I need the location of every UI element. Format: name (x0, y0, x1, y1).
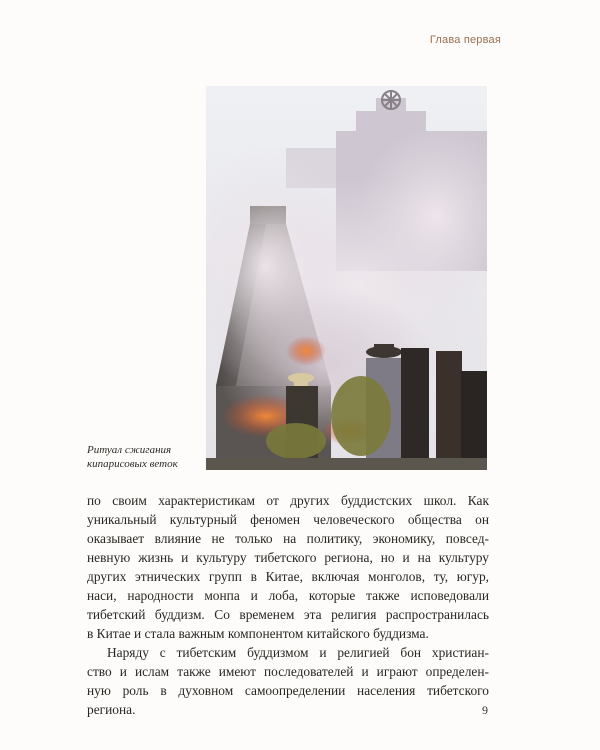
dharma-wheel-icon (381, 90, 401, 110)
photo-illustration (206, 86, 487, 470)
text-line: по своим характеристикам от других буддистских школ. Как (87, 493, 489, 508)
text-line: тибетский буддизм. Со временем эта религия распространилась (87, 607, 489, 622)
text-line: невную жизнь и культуру тибетского региона, но и на культуру (87, 550, 489, 565)
photo-caption (87, 443, 202, 471)
text-line: региона. (87, 702, 136, 717)
text-line: ство и ислам также имеют последователей и играют определен- (87, 664, 489, 679)
text-line: ную роль в духовном самоопределении населения тибетского (87, 683, 489, 698)
page-number: 9 (482, 703, 488, 717)
text-line: уникальный культурный феномен человеческого общества он (87, 512, 489, 527)
text-line: других этнических групп в Китае, включая монголов, ту, югур, (87, 569, 489, 584)
caption-line: кипарисовых веток (87, 458, 178, 470)
text-line: наси, народности монпа и лоба, которые также исповедовали (87, 588, 489, 603)
text-line: в Китае и стала важным компонентом китайского буддизма. (87, 626, 429, 641)
text-line: оказывает влияние не только на политику, экономику, повсед- (87, 531, 489, 546)
body-text (87, 491, 489, 719)
text-line: Наряду с тибетским буддизмом и религией бон христиан- (107, 645, 489, 660)
ritual-burning-photo (206, 86, 487, 470)
caption-line: Ритуал сжигания (87, 444, 172, 456)
paragraph (87, 491, 489, 643)
paragraph (87, 643, 489, 719)
running-head: Глава первая (429, 34, 501, 46)
